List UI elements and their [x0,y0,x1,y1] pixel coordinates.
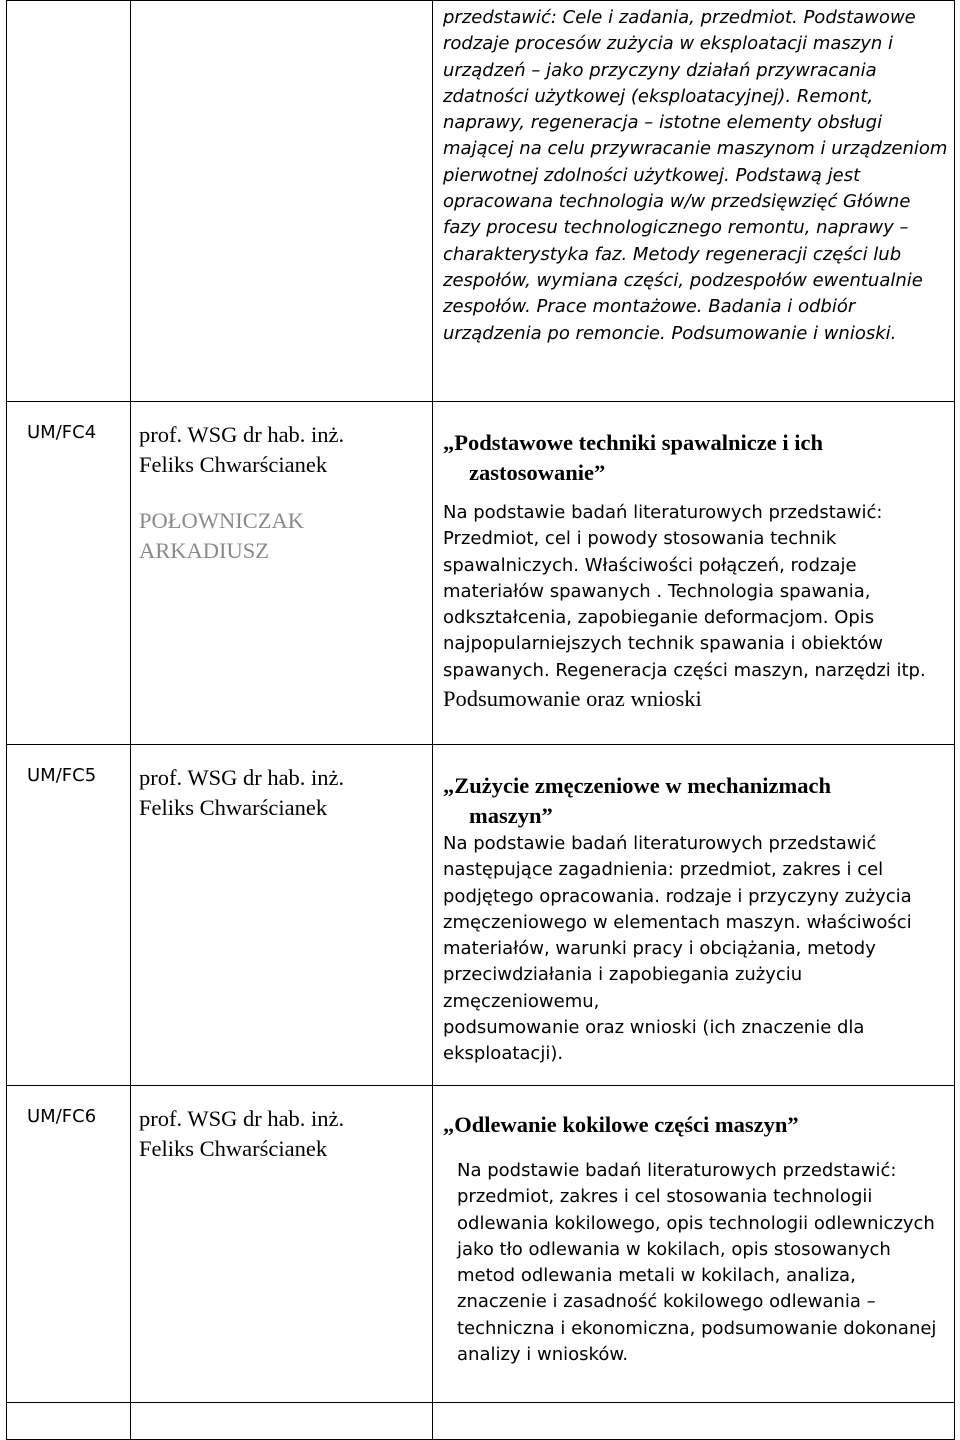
student-name [139,506,432,566]
code-cell [7,1,131,402]
code-cell [7,1086,131,1403]
topic-description: Na podstawie badań literaturowych przedstawić: przedmiot, zakres i cel stosowania technologii odlewania kokilowego, opis technologii odlewniczych jako tło odlewania w kokilach, opis stosowanych metod odlewania metali w kokilach, analiza, znaczenie i zasadność kokilowego odlewania – techniczna i ekonomiczna, podsumowanie dokonanej analizy i wniosków. [457,1160,937,1366]
topic-description: przedstawić: Cele i zadania, przedmiot. Podstawowe rodzaje procesów zużycia w eksploatacji maszyn i urządzeń – jako przyczyny działań przywracania zdatności użytkowej (eksploatacyjnej). Remont, naprawy, regeneracja – istotne elementy obsługi mającej na celu przywracanie maszynom i urządzeniom pierwotnej zdolności użytkowej. Podstawą jest opracowana technologia w/w przedsięwzięć Główne fazy procesu technologicznego remontu, naprawy – charakterystyka faz. Metody regeneracji części lub zespołów, wymiana części, podzespołów ewentualnie zespołów. Prace montażowe. Badania i odbiór urządzenia po remoncie. Podsumowanie i wnioski. [443,7,948,344]
table-row [7,402,955,745]
topic-title: „Odlewanie kokilowe części maszyn” [443,1112,799,1137]
topic-description: Na podstawie badań literaturowych przedstawić: Przedmiot, cel i powody stosowania technik spawalniczych. Właściwości połączeń, rodzaje materiałów spawanych . Technologia spawania, odkształcenia, zapobieganie deformacjom. Opis najpopularniejszych technik spawania i obiektów spawanych. Regeneracja części maszyn, narzędzi itp. [443,502,926,681]
supervisor-title: prof. WSG dr hab. inż. [139,765,345,790]
author-cell [131,1,433,402]
topic-title-line: „Zużycie zmęczeniowe w mechanizmach [443,773,832,798]
supervisor-name: Feliks Chwarścianek [139,1136,328,1161]
code-cell [7,402,131,745]
topic-description-tail: podsumowanie oraz wnioski (ich znaczenie dla eksploatacji). [443,1017,865,1065]
author-cell [131,1403,433,1440]
topic-description: Na podstawie badań literaturowych przedstawić następujące zagadnienia: przedmiot, zakres i cel podjętego opracowania. rodzaje i przyczyny zużycia zmęczeniowego w elementach maszyn. właściwości materiałów, warunki pracy i obciążania, metody przeciwdziałania i zapobiegania zużyciu zmęczeniowemu, [443,833,912,1012]
topic-code: UM/FC4 [27,422,97,443]
code-cell [7,745,131,1086]
table-row [7,1403,955,1440]
description-cell [433,1403,955,1440]
topic-title-line: „Podstawowe techniki spawalnicze i ich [443,430,823,455]
description-cell [433,745,955,1086]
student-firstname: ARKADIUSZ [139,538,270,563]
topic-code: UM/FC5 [27,765,97,786]
supervisor-title: prof. WSG dr hab. inż. [139,1106,345,1131]
table-row [7,1,955,402]
description-cell [433,1086,955,1403]
supervisor-name: Feliks Chwarścianek [139,795,328,820]
author-cell [131,745,433,1086]
code-cell [7,1403,131,1440]
table-row [7,1086,955,1403]
topic-code: UM/FC6 [27,1106,97,1127]
topic-title [443,771,948,831]
description-cell [433,402,955,745]
topic-title-line: maszyn” [469,803,553,828]
supervisor-name: Feliks Chwarścianek [139,452,328,477]
thesis-topics-table [6,0,955,1440]
author-cell [131,402,433,745]
student-surname: POŁOWNICZAK [139,508,304,533]
topic-description-tail: Podsumowanie oraz wnioski [443,686,702,712]
topic-title [443,428,948,488]
table-row [7,745,955,1086]
topic-title-line: zastosowanie” [469,460,606,485]
description-cell [433,1,955,402]
supervisor-title: prof. WSG dr hab. inż. [139,422,345,447]
author-cell [131,1086,433,1403]
